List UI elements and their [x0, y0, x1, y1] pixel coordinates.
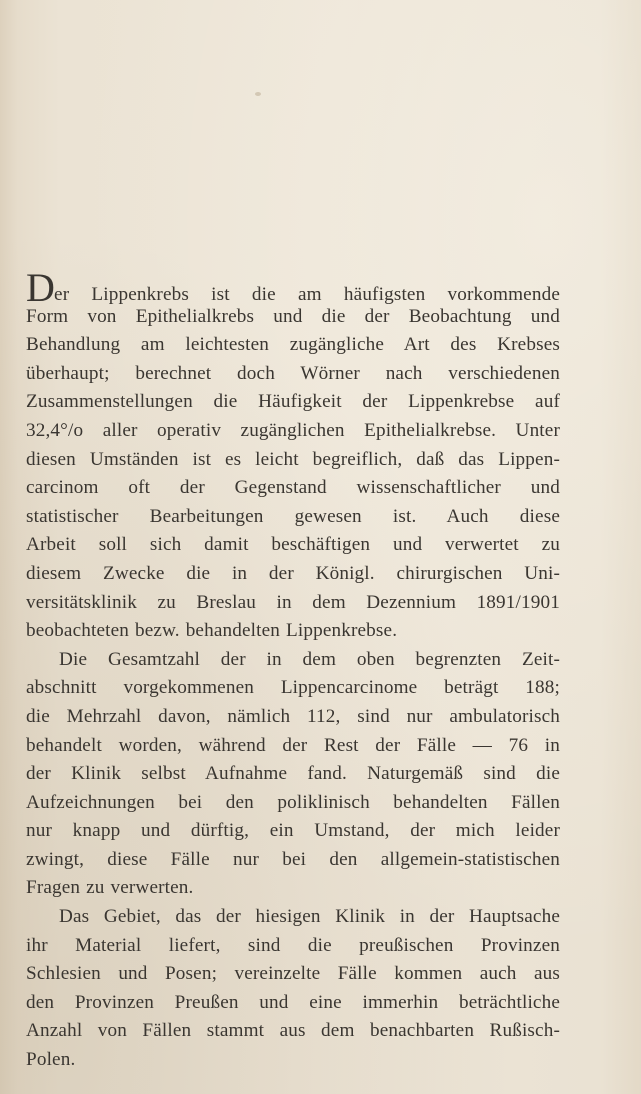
text-line: überhaupt; berechnet doch Wörner nach verschiedenen	[26, 362, 560, 384]
text-line: beobachteten bezw. behandelten Lippenkrebse.	[26, 620, 398, 642]
paragraph-3	[26, 903, 560, 1075]
text-line: Behandlung am leichtesten zugängliche Art des Krebses	[26, 334, 560, 356]
text-line: den Provinzen Preußen und eine immerhin beträchtliche	[26, 991, 560, 1013]
text-line: der Klinik selbst Aufnahme fand. Naturgemäß sind die	[26, 763, 560, 785]
text-line: versitätsklinik zu Breslau in dem Dezennium 1891/1901	[26, 591, 560, 613]
text-line: carcinom oft der Gegenstand wissenschaftlicher und	[26, 477, 560, 499]
text-line: Form von Epithelialkrebs und die der Beobachtung und	[26, 305, 560, 327]
text-line: diesem Zwecke die in der Königl. chirurgischen Uni-	[26, 562, 560, 584]
text-line: Die Gesamtzahl der in dem oben begrenzten Zeit-	[59, 648, 560, 670]
text-line: Schlesien und Posen; vereinzelte Fälle kommen auch aus	[26, 963, 560, 985]
text-line: 32,4°/o aller operativ zugänglichen Epithelialkrebse. Unter	[26, 419, 560, 441]
text-line: behandelt worden, während der Rest der Fälle — 76 in	[26, 734, 560, 756]
text-line: ihr Material liefert, sind die preußischen Provinzen	[26, 934, 560, 956]
text-line: Polen.	[26, 1049, 76, 1071]
text-line: Fragen zu verwerten.	[26, 877, 194, 899]
text-line: diesen Umständen ist es leicht begreiflich, daß das Lippen-	[26, 448, 560, 470]
text-line: Arbeit soll sich damit beschäftigen und verwertet zu	[26, 534, 560, 556]
paragraph-2	[26, 646, 560, 903]
text-line: statistischer Bearbeitungen gewesen ist. Auch diese	[26, 505, 560, 527]
text-line: zwingt, diese Fälle nur bei den allgemein-statistischen	[26, 848, 560, 870]
text-line: nur knapp und dürftig, ein Umstand, der mich leider	[26, 820, 560, 842]
text-line: Aufzeichnungen bei den poliklinisch behandelten Fällen	[26, 791, 560, 813]
drop-cap: D	[26, 265, 56, 310]
text-line: die Mehrzahl davon, nämlich 112, sind nur ambulatorisch	[26, 705, 560, 727]
paragraph-1	[26, 265, 560, 646]
text-line: abschnitt vorgekommenen Lippencarcinome beträgt 188;	[26, 677, 560, 699]
text-line: Der Lippenkrebs ist die am häufigsten vorkommende	[26, 265, 560, 310]
text-line: Anzahl von Fällen stammt aus dem benachbarten Rußisch-	[26, 1020, 560, 1042]
text-line: Zusammenstellungen die Häufigkeit der Lippenkrebse auf	[26, 391, 560, 413]
text-line: Das Gebiet, das der hiesigen Klinik in der Hauptsache	[59, 906, 560, 928]
body-text	[26, 265, 560, 1075]
paper-spot	[255, 92, 261, 96]
